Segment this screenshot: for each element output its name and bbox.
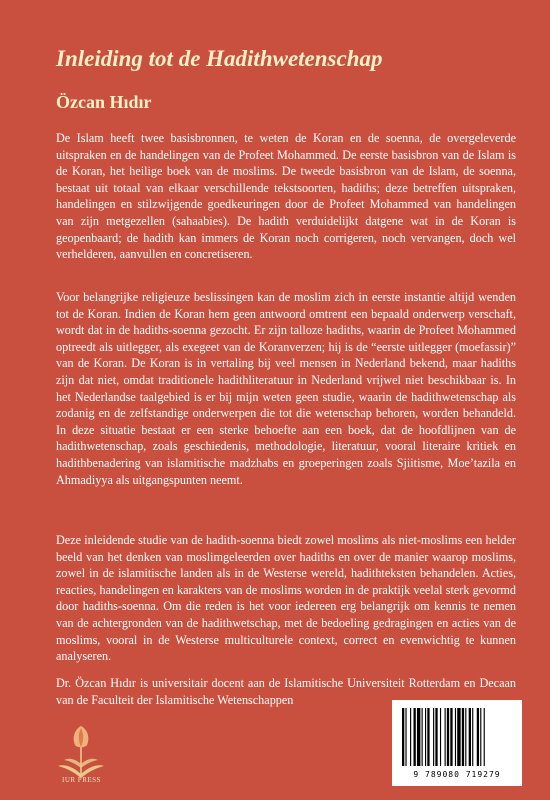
book-title: Inleiding tot de Hadithwetenschap (56, 46, 383, 71)
book-author: Özcan Hıdır (56, 92, 152, 112)
paragraph-intro: De Islam heeft twee basisbronnen, te weten de Koran en de soenna, de overgeleverde uitspraken en de handelingen van de Profeet Mohammed. De eerste basisbron van de Islam is de Koran, het heilige boek van de moslims. De tweede basisbron van de Islam, de soenna, bestaat uit totaal van elkaar verschillende tekstsoorten, hadiths; deze betreffen uitspraken, handelingen en stilzwijgende goedkeuringen door de Profeet Mohammed van handelingen van zijn metgezellen (sahaabies). De hadith verduidelijkt datgene wat in de Koran is geopenbaard; de hadith kan immers de Koran noch corrigeren, noch vervangen, doch wel verhelderen, aanvullen en concretiseren. (56, 131, 516, 262)
publisher-name: IUR PRESS (62, 776, 101, 784)
barcode-number: 9 789080 719279 (413, 770, 501, 779)
barcode (392, 700, 522, 786)
paragraph-koran: Voor belangrijke religieuze beslissingen kan de moslim zich in eerste instantie altijd wenden tot de Koran. Indien de Koran hem geen antwoord omtrent een bepaald onderwerp verschaft, wordt dat in de hadiths-soenna gezocht. Er zijn talloze hadiths, waarin de Profeet Mohammed optreedt als uitlegger, als exegeet van de Koranverzen; hij is de “eerste uitlegger (moefassir)” van de Koran. De Koran is in vertaling bij veel mensen in Nederland bekend, maar hadiths zijn dat niet, omdat traditionele hadithliteratuur in Nederland vrijwel niet beschikbaar is. In het Nederlandse taalgebied is er bij mijn weten geen studie, waarin de hadithwetenschap als zodanig en de zelfstandige onderwerpen die tot die wetenschap behoren, worden behandeld. In deze situatie bestaat er een sterke behoefte aan een boek, dat de hoofdlijnen van de hadithwetenschap, zoals geschiedenis, methodologie, literatuur, vooral literaire kritiek en hadithbenadering van islamitische madzhabs en groeperingen zoals Sjiitisme, Moe’tazila en Ahmadiyya als uitgangspunten neemt. (56, 290, 516, 487)
paragraph-study: Deze inleidende studie van de hadith-soenna biedt zowel moslims als niet-moslims een helder beeld van het denken van moslimgeleerden over hadiths en over de manier waarop moslims, zowel in de islamitische landen als in de Westerse wereld, hadithteksten behandelen. Acties, reacties, handelingen en karakters van de moslims worden in de praktijk veelal sterk gevormd door hadiths-soenna. Om die reden is het voor iedereen erg belangrijk om kennis te nemen van de achtergronden van de hadithwetschap, met de bedoeling gedragingen en acties van de moslims, vooral in de Westerse multiculturele context, correct en evenwichtig te kunnen analyseren. (56, 533, 516, 664)
paragraph-author-bio: Dr. Özcan Hıdır is universitair docent aan de Islamitische Universiteit Rotterdam en Decaan van de Faculteit der Islamitische Wetenschappen (56, 676, 516, 707)
barcode-icon (400, 708, 514, 768)
